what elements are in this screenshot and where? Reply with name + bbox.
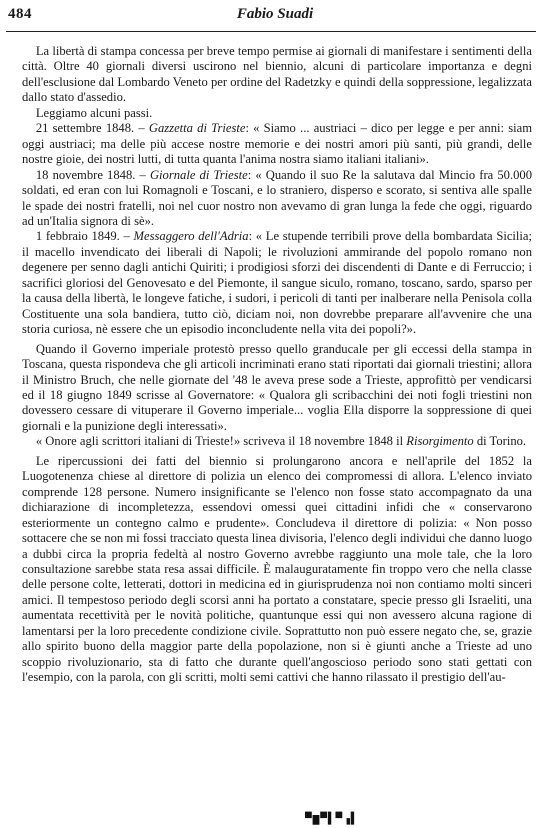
paragraph-passages-intro: Leggiamo alcuni passi.	[35, 105, 153, 120]
quote-messaggero-dell-adria	[22, 229, 532, 337]
quote-text: « Onore agli scrittori italiani di Trieste!» scriveva il 18 novembre 1848 il	[35, 434, 407, 449]
signature-mark: ▀▆▀▌▀▗▌	[305, 812, 359, 825]
quote-giornale-di-trieste	[22, 168, 532, 230]
quote-date: 1 febbraio 1849. –	[35, 229, 134, 244]
page-header	[0, 0, 550, 34]
quote-gazzetta-di-trieste	[22, 121, 532, 167]
newspaper-title: Messaggero dell'Adria	[133, 229, 249, 244]
page-number: 484	[8, 6, 32, 22]
quote-text: : « Quando il suo Re la salutava dal Mincio fra 50.000 soldati, ed eran con lui Romagnoli e Toscani, e lo straniero, disperso e scorato, si sentiva alle spalle le spade dei nostri fratelli, noi nel cuor nostro non avevamo di gran lunga la fede che oggi, riguardo ad un'Italia signora di sè».	[22, 167, 532, 228]
header-rule	[6, 31, 536, 32]
quote-date: 18 novembre 1848. –	[35, 167, 150, 182]
quote-tail: di Torino.	[473, 434, 527, 449]
quote-date: 21 settembre 1848. –	[35, 121, 149, 136]
newspaper-title: Giornale di Trieste	[149, 167, 248, 182]
paragraph-ripercussioni: Le ripercussioni dei fatti del biennio si prolungarono ancora e nell'aprile del 1852 la Luogotenenza chiese al direttore di polizia un elenco dei compromessi di allora. L'elenco inviato comprende 128 persone. Numero insignificante se l'elenco non fosse stato accompagnato da una dichiarazione di incompletezza, essendovi omessi quei cittadini infidi che « conservarono esteriormente un contegno calmo e prudente». Concludeva il direttore di polizia: « Non posso sottacere che se non mi fossi tracciato questa linea divisoria, l'elenco degli individui che danno luogo a dubbi circa la propria fedeltà al nostro Governo avrebbe raggiunto una mole tale, che la loro consultazione sarebbe stata resa assai difficile. È malauguratamente fin troppo vero che nella classe delle persone colte, letterati, dottori in medicina ed in giurisprudenza noi non contiamo molti sinceri amici. Il tempestoso periodo degli scorsi anni ha portato a constatare, specie presso gli Israeliti, una aumentata recettività per le novità politiche, quantunque essi qui non avessero alcuna ragione di lamentarsi per la loro precedente condizione civile. Soprattutto non può essere negato che, se, grazie allo spirito buono della maggior parte della popolazione, non si è giunti anche a Trieste ad uno scoppio rivoluzionario, sta di fatto che durante quell'angoscioso periodo sono stati gettati con l'esempio, con la parola, con gli scritti, molti semi cattivi che hanno rilassato il prestigio dell'au-	[22, 453, 532, 685]
paragraph-governo-imperiale: Quando il Governo imperiale protestò presso quello granducale per gli eccessi della stampa in Toscana, questa rispondeva che gli articoli incriminati erano stati riportati dai giornali triestini; allora il Ministro Bruch, che nelle giornate del '48 le aveva prese sode a Trieste, approfittò per vendicarsi ed il 18 giugno 1849 scrisse al Governatore: « Qualora gli scribacchini dei noti fogli triestini non dovessero cessare di vituperare il Governo imperiale... voglia Ella disporre la soppressione di quei giornali e la punizione degli interessati».	[22, 341, 532, 433]
paragraph-onore-scrittori	[22, 434, 532, 449]
newspaper-title: Risorgimento	[406, 434, 474, 449]
quote-text: : « Siamo ... austriaci – dico per legge e per anni: siam oggi austriaci; ma delle più accese nostre memorie e dei nostri amori più santi, più grandi, delle nostre gioie, dei nostri lutti, di tutta quanta l'anima nostra siamo italiani italiani».	[22, 121, 532, 167]
paragraph-freedom-of-press: La libertà di stampa concessa per breve tempo permise ai giornali di manifestare i sentimenti della città. Oltre 40 giornali diversi uscirono nel biennio, alcuni di particolare importanza e degni dell'esclusione dal Lombardo Veneto per ordine del Radetzky e quindi della soppressione, legalizzata dallo stato d'assedio.	[22, 44, 532, 105]
quote-text: : « Le stupende terribili prove della bombardata Sicilia; il macello invendicato dei liberali di Napoli; le rivoluzioni ammirande del popolo romano non degenere per senno dagli antichi Quiriti; i prodigiosi sforzi dei discendenti di Dante e di Ferruccio; i sacrifici gloriosi del Genovesato e del Piemonte, il sangue siculo, romano, toscano, sardo, sparso per la causa della libertà, le longeve fatiche, i sudori, i pericoli di tanti per inalberare nella Penisola colla Costituente una sola bandiera, tutto ciò, diciam noi, non dovrebbe preparare all'avvenire che una storia curiosa, nè essere che un episodio inconcludente nella vita dei popoli?».	[22, 229, 532, 337]
page-body	[22, 44, 532, 686]
running-head: Fabio Suadi	[236, 6, 314, 22]
newspaper-title: Gazzetta di Trieste	[148, 121, 246, 136]
